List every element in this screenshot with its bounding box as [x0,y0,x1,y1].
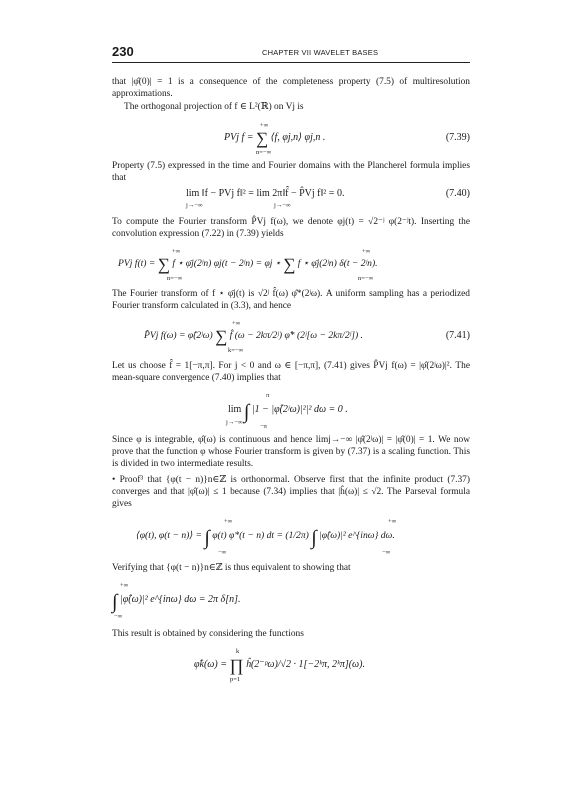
integral-symbol: ∫ [204,527,210,549]
sum-lower-limit: n=−∞ [167,275,183,282]
paragraph-10: This result is obtained by considering the functions [112,629,304,639]
integral-symbol: ∫ [243,401,250,423]
equation-middle: f ⋆ φ̄j(2ʲn) φj(t − 2ʲn) = φj ⋆ [172,258,281,269]
paragraph-3: Property (7.5) expressed in the time and Fourier domains with the Plancherel formula implies that [112,161,470,184]
equation-number: (7.40) [445,188,470,199]
equation-rhs: f̂ (ω − 2kπ/2ʲ) φ̂* (2ʲ[ω − 2kπ/2ʲ]) . [229,330,363,341]
limit-operator: lim [228,404,242,415]
equation-body: |1 − |φ̂(2ʲω)|²|² dω = 0 . [251,404,348,415]
product-symbol: ∏ [229,656,244,675]
sum-symbol: ∑ [215,327,228,346]
limit-subscript: j→−∞ [226,419,243,426]
integral-lower-limit-2: −∞ [382,549,391,556]
sum-upper-limit: +∞ [260,122,269,129]
paragraph-1: that |φ̂(0)| = 1 is a consequence of the completeness property (7.5) of multiresolution approximations. [112,77,470,100]
product-lower-limit: p=1 [230,676,241,683]
equation-lhs: PVj f(t) = [118,258,156,269]
equation-rhs: f ⋆ φ̄j(2ʲn) δ(t − 2ʲn). [297,258,378,269]
page-number: 230 [112,44,134,59]
integral-upper-limit-2: +∞ [388,518,397,525]
sum-symbol: ∑ [157,255,170,274]
equation-rhs: ĥ(2⁻ᵖω)/√2 · 1[−2ᵏπ, 2ᵏπ](ω). [245,659,365,670]
equation-convolution [112,246,470,282]
integral-lower-limit: −∞ [114,613,123,620]
equation-lhs: PVj f = [224,132,254,143]
running-title: CHAPTER VII WAVELET BASES [262,48,379,57]
sum-lower-limit: k=−∞ [228,347,244,354]
paragraph-4: To compute the Fourier transform P̂Vj f(ω), we denote φj(t) = √2⁻ʲ φ(2⁻ʲt). Inserting the convolution expression (7.22) in (7.39) yields [112,217,470,240]
equation-middle: φ(t) φ*(t − n) dt = (1/2π) [212,530,309,541]
page-header [112,44,470,63]
equation-orthonormality [112,580,470,620]
equation-partial-product [112,646,470,686]
integral-symbol: ∫ [112,591,118,613]
paragraph-7: Since φ is integrable, φ̂(ω) is continuous and hence limj→−∞ |φ̂(2ʲω)| = |φ̂(0)| = 1. We now prove that the function φ whose Fourier transform is given by (7.37) is a scaling function. This is divided in two intermediate results. [112,435,470,470]
equation-rhs: ⟨f, φj,n⟩ φj,n . [270,132,326,143]
limit-subscript-1: j→−∞ [186,202,203,209]
sum-symbol-2: ∑ [283,255,296,274]
paragraph-6: Let us choose f̂ = 1[−π,π]. For j < 0 and ω ∈ [−π,π], (7.41) gives P̂Vj f(ω) = |φ̂(2ʲω)|². The mean-square convergence (7.40) implies that [112,361,470,384]
equation-body: lim ‖f − PVj f‖² = lim 2π‖f̂ − P̂Vj f‖² = 0. [186,188,345,199]
limit-subscript-2: j→−∞ [274,202,291,209]
integral-upper-limit: π [266,392,270,399]
product-upper-limit: k [236,648,240,655]
sum-upper-limit-2: +∞ [362,248,371,255]
sum-upper-limit: +∞ [172,248,181,255]
equation-7-41 [112,318,470,354]
integral-upper-limit: +∞ [224,518,233,525]
paragraph-9: Verifying that {φ(t − n)}n∈ℤ is thus equivalent to showing that [112,563,351,573]
equation-lhs: P̂Vj f(ω) = φ̂(2ʲω) [144,330,213,341]
equation-lhs: ⟨φ(t), φ(t − n)⟩ = [136,530,202,541]
equation-7-39 [112,120,470,156]
paragraph-8: • Proof³ that {φ(t − n)}n∈ℤ is orthonormal. Observe first that the infinite product (7.37) converges and that |φ̂(ω)| ≤ 1 because (7.34) implies that |ĥ(ω)| ≤ √2. The Parseval formula gives [112,475,470,510]
equation-7-40 [112,188,470,212]
integral-lower-limit: −∞ [218,549,227,556]
paragraph-5: The Fourier transform of f ⋆ φ̄j(t) is √2ʲ f̂(ω) φ̂*(2ʲω). A uniform sampling has a periodized Fourier transform calculated in (3.3), and hence [112,289,470,312]
sum-symbol: ∑ [256,129,269,148]
sum-lower-limit-2: n=−∞ [358,275,374,282]
equation-number: (7.41) [445,330,470,341]
integral-upper-limit: +∞ [120,582,129,589]
integral-symbol-2: ∫ [311,527,317,549]
integral-lower-limit: −π [260,423,267,430]
paragraph-2: The orthogonal projection of f ∈ L²(ℝ) on Vj is [124,102,304,112]
sum-upper-limit: +∞ [232,320,241,327]
equation-parseval [112,516,470,556]
sum-lower-limit: n=−∞ [256,149,272,156]
equation-rhs: |φ̂(ω)|² e^{inω} dω. [319,530,395,541]
equation-mean-square [112,390,470,430]
equation-body: |φ̂(ω)|² e^{inω} dω = 2π δ[n]. [119,594,241,605]
equation-lhs: φ̂k(ω) = [194,659,227,670]
equation-number: (7.39) [445,132,470,143]
